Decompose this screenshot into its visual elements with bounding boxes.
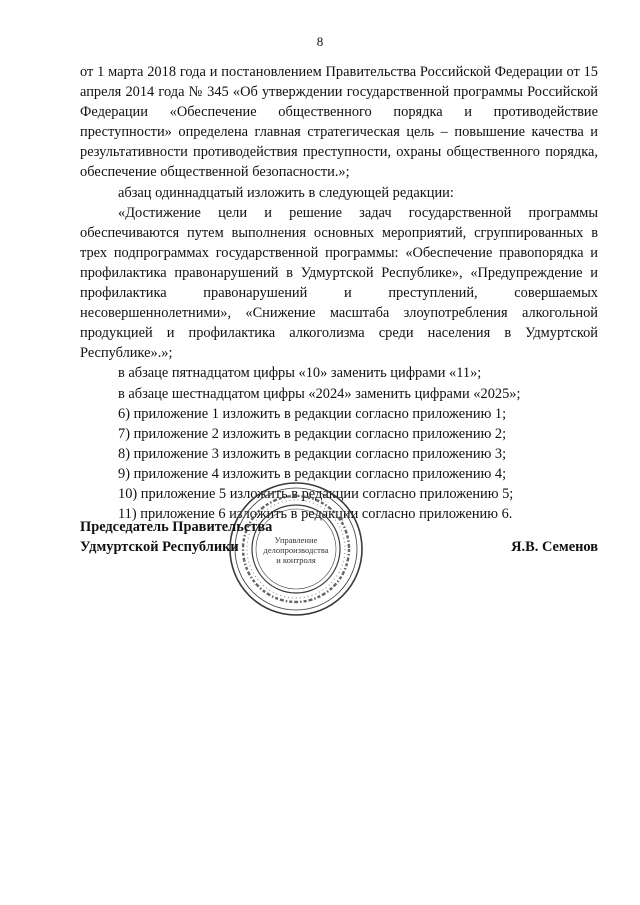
paragraph-amendment-text: «Достижение цели и решение задач государственной программы обеспечиваются путем выполнения основных мероприятий, сгруппированных в трех подпрограммах государственной программы: «Обеспечение правопорядка и профилактика правонарушений в Удмуртской Республике», «Предупреждение и профилактика правонарушений и преступлений, совершаемых несовершеннолетними», «Снижение масштаба злоупотребления алкогольной продукцией и профилактика алкоголизма среди населения в Удмуртской Республике».»; bbox=[80, 204, 598, 362]
page-number: 8 bbox=[316, 34, 324, 49]
signatory-title-line2: Удмуртской Республики bbox=[80, 539, 239, 556]
paragraph-item: 11) приложение 6 изложить в редакции согласно приложению 6. bbox=[118, 506, 513, 523]
signatory-title bbox=[80, 517, 272, 557]
paragraph-amendment-intro: абзац одиннадцатый изложить в следующей редакции: bbox=[118, 184, 454, 201]
signatory-name: Я.В. Семенов bbox=[511, 539, 598, 555]
paragraph-item: в абзаце шестнадцатом цифры «2024» заменить цифрами «2025»; bbox=[118, 385, 521, 402]
paragraph-item: 7) приложение 2 изложить в редакции согласно приложению 2; bbox=[118, 425, 507, 442]
stamp-center-text-1: Управление bbox=[274, 535, 318, 545]
paragraph-continuation: от 1 марта 2018 года и постановлением Правительства Российской Федерации от 15 апреля 2014 года № 345 «Об утверждении государственной программы Российской Федерации «Обеспечение общественного порядка и противодействие преступности» определена главная стратегическая цель – повышение качества и результативности противодействия преступности, охраны общественного порядка, обеспечение общественной безопасности.»; bbox=[80, 64, 598, 181]
document-body bbox=[80, 62, 598, 524]
signatory-title-line1: Председатель Правительства bbox=[80, 519, 273, 535]
paragraph-item: 10) приложение 5 изложить в редакции согласно приложению 5; bbox=[118, 485, 514, 502]
paragraph-item: 9) приложение 4 изложить в редакции согласно приложению 4; bbox=[118, 465, 507, 482]
stamp-center-text-3: и контроля bbox=[276, 555, 316, 565]
paragraph-item: в абзаце пятнадцатом цифры «10» заменить цифрами «11»; bbox=[118, 365, 482, 382]
paragraph-item: 8) приложение 3 изложить в редакции согласно приложению 3; bbox=[118, 445, 507, 462]
stamp-center-text-2: делопроизводства bbox=[263, 545, 329, 555]
paragraph-item: 6) приложение 1 изложить в редакции согласно приложению 1; bbox=[118, 405, 507, 422]
